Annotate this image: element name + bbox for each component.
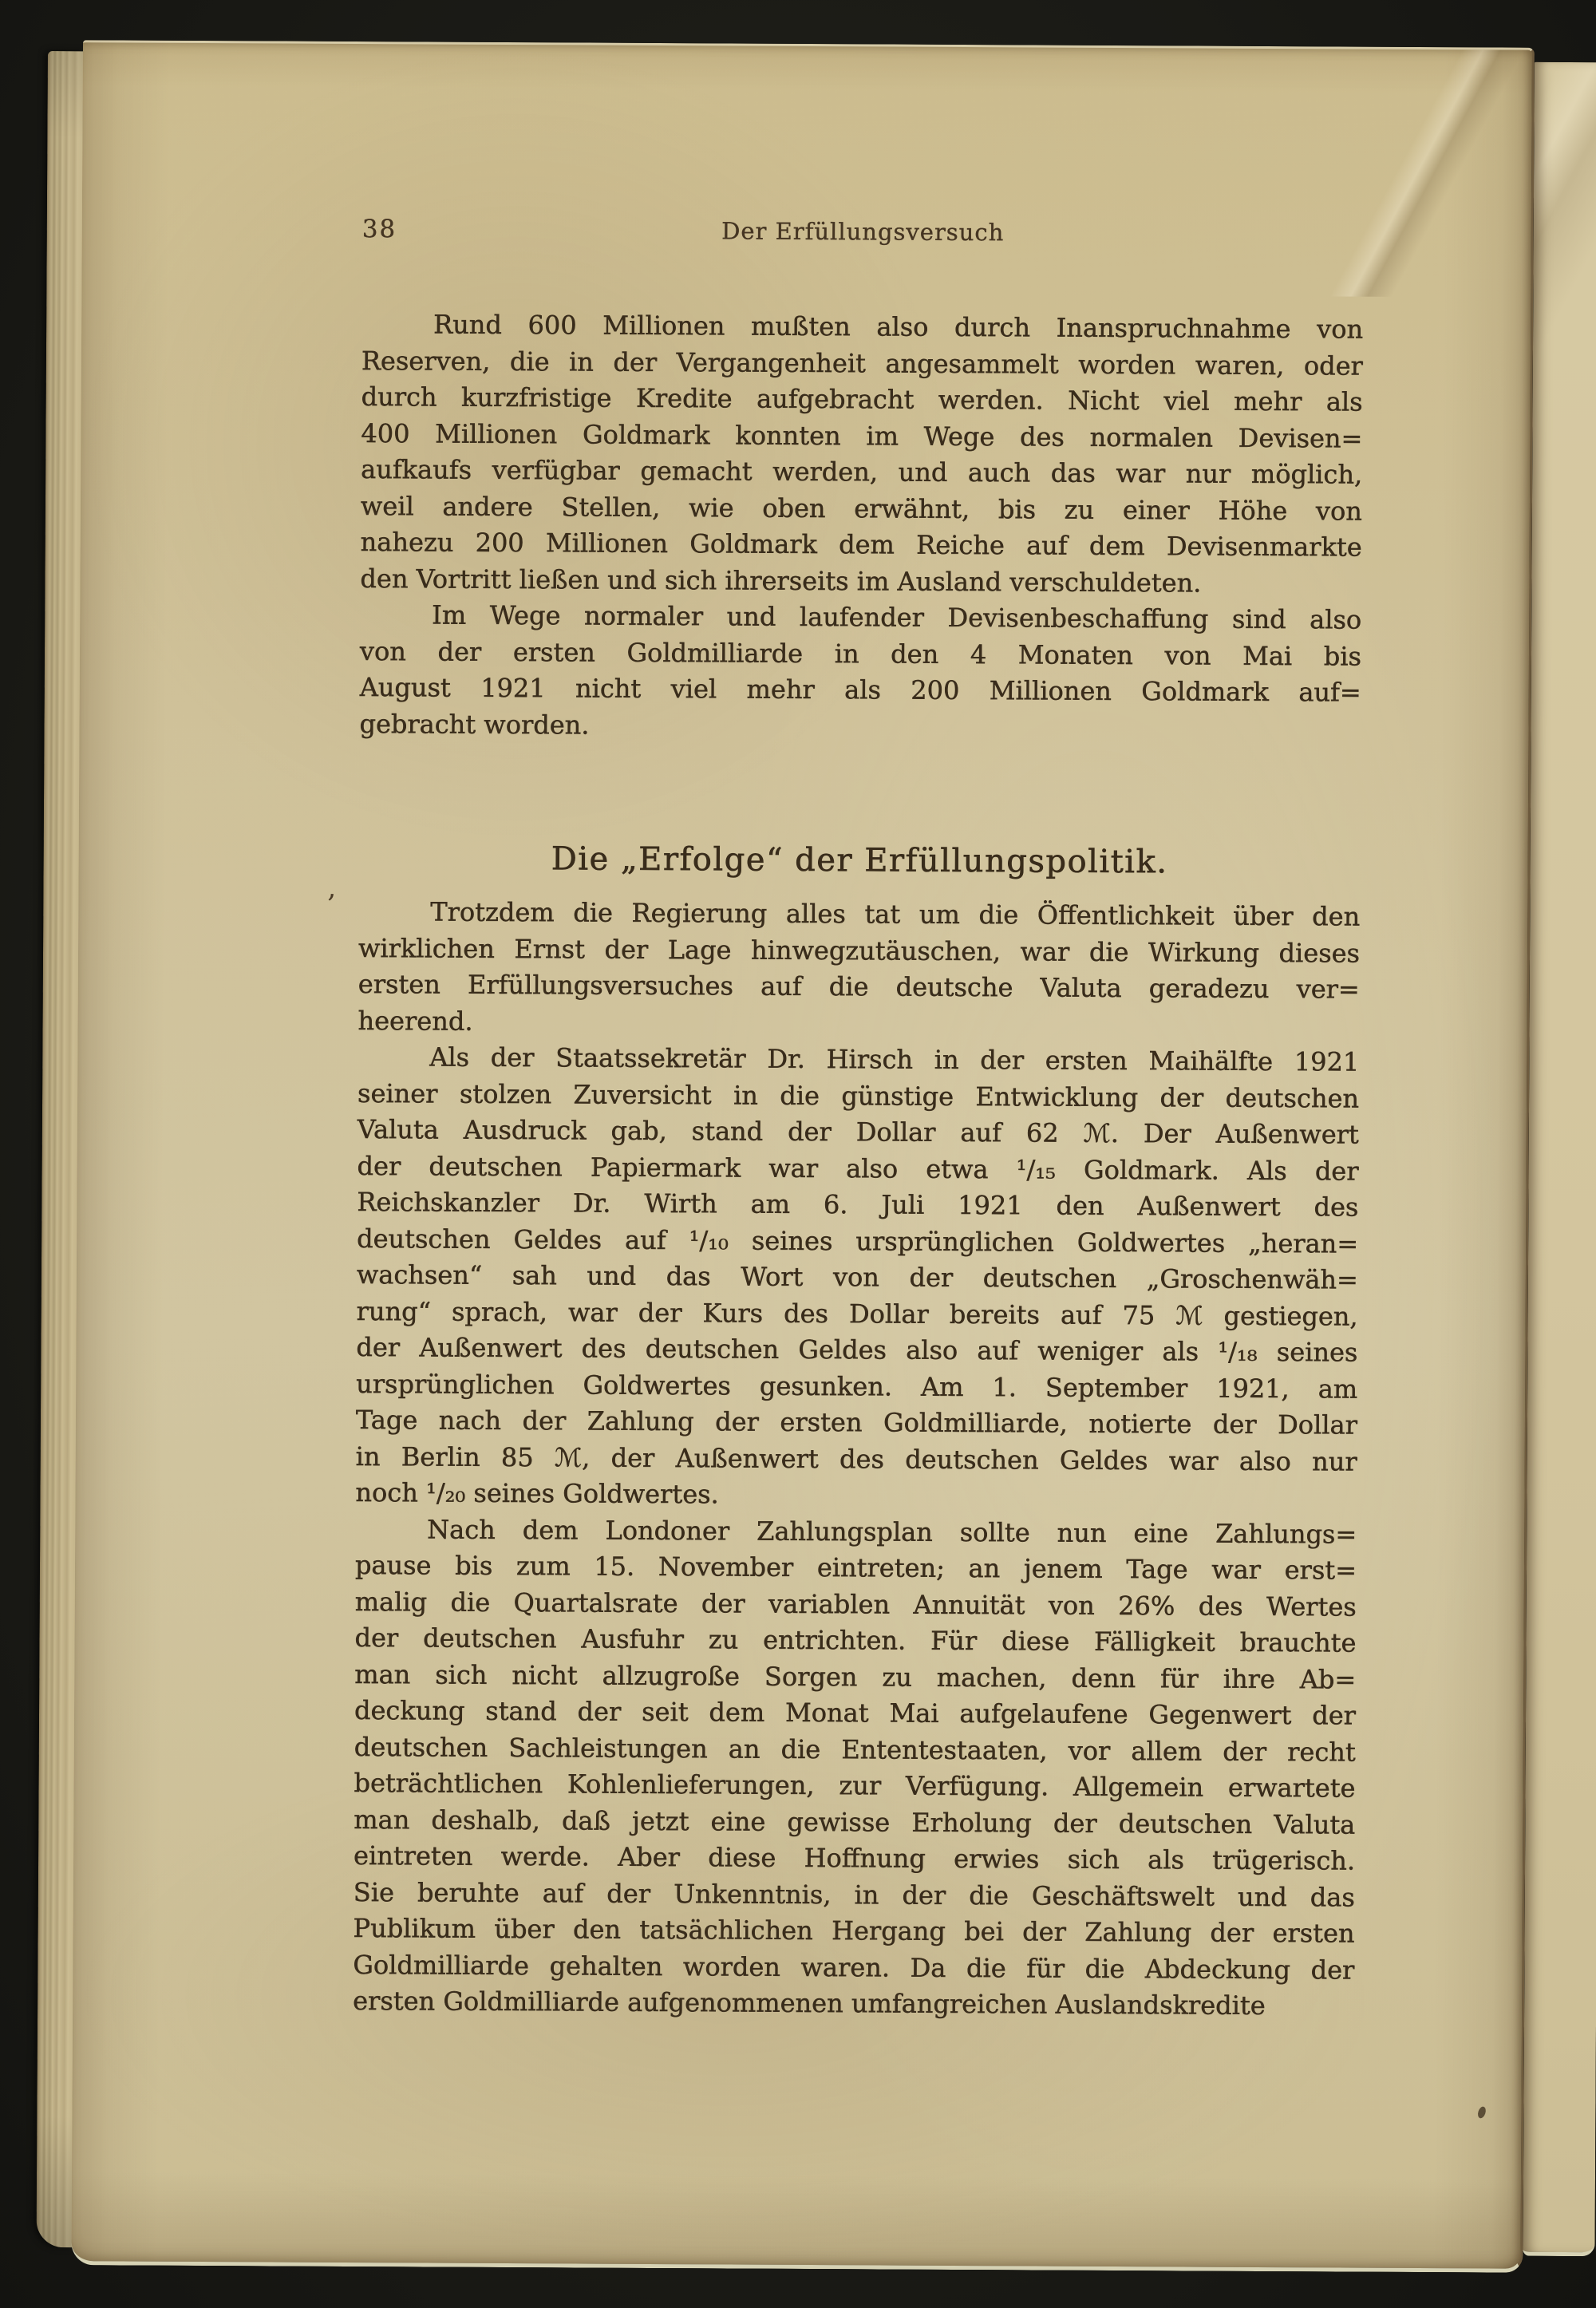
text-line: seiner stolzen Zuversicht in die günstige Entwicklung der deutschen — [357, 1077, 1360, 1114]
text-line: weil andere Stellen, wie oben erwähnt, bis zu einer Höhe von — [360, 490, 1363, 527]
text-line: beträchtlichen Kohlenlieferungen, zur Verfügung. Allgemein erwartete — [354, 1768, 1356, 1804]
book-page — [71, 40, 1535, 2272]
text-line: ersten Erfüllungsversuches auf die deutsche Valuta geradezu ver= — [358, 969, 1360, 1005]
ink-speck — [1476, 2105, 1487, 2119]
running-header: Der Erfüllungsversuch — [721, 217, 1005, 247]
text-line: 400 Millionen Goldmark konnten im Wege des normalen Devisen= — [361, 417, 1363, 454]
text-line: noch ¹/₂₀ seines Goldwertes. — [355, 1477, 719, 1510]
text-line: gebracht worden. — [359, 708, 590, 741]
text-line: Rund 600 Millionen mußten also durch Inanspruchnahme von — [433, 309, 1364, 345]
text-line: Tage nach der Zahlung der ersten Goldmilliarde, notierte der Dollar — [355, 1405, 1358, 1441]
paragraph — [359, 597, 1361, 748]
text-line: deckung stand der seit dem Monat Mai aufgelaufene Gegenwert der — [354, 1695, 1357, 1731]
text-line: Valuta Ausdruck gab, stand der Dollar auf 62 ℳ. Der Außenwert — [357, 1114, 1359, 1150]
text-line: nahezu 200 Millionen Goldmark dem Reiche auf dem Devisenmarkte — [360, 527, 1362, 563]
text-line: Nach dem Londoner Zahlungsplan sollte nun eine Zahlungs= — [427, 1514, 1357, 1550]
paragraph — [355, 1039, 1359, 1516]
text-line: deutschen Geldes auf ¹/₁₀ seines ursprünglichen Goldwertes „heran= — [357, 1223, 1359, 1259]
text-line: Publikum über den tatsächlichen Hergang bei der Zahlung der ersten — [353, 1913, 1355, 1949]
text-line: man deshalb, daß jetzt eine gewisse Erholung der deutschen Valuta — [354, 1804, 1356, 1840]
text-line: den Vortritt ließen und sich ihrerseits im Ausland verschuldeten. — [360, 563, 1202, 599]
paragraph — [360, 306, 1363, 603]
text-line: Im Wege normaler und laufender Devisenbeschaffung sind also — [432, 599, 1362, 635]
text-line: man sich nicht allzugroße Sorgen zu machen, denn für ihre Ab= — [354, 1658, 1357, 1695]
text-line: Goldmilliarde gehalten worden waren. Da die für die Abdeckung der — [353, 1949, 1355, 1986]
text-line: in Berlin 85 ℳ, der Außenwert des deutschen Geldes war also nur — [355, 1441, 1357, 1477]
paragraph — [353, 1512, 1357, 2025]
page-crease-fold — [1315, 49, 1532, 297]
text-line: eintreten werde. Aber diese Hoffnung erwies sich als trügerisch. — [353, 1840, 1356, 1876]
paragraph — [358, 894, 1360, 1045]
text-line: von der ersten Goldmilliarde in den 4 Monaten von Mai bis — [359, 635, 1362, 672]
text-line: Reichskanzler Dr. Wirth am 6. Juli 1921 den Außenwert des — [357, 1187, 1359, 1223]
text-line: der deutschen Ausfuhr zu entrichten. Für diese Fälligkeit brauchte — [354, 1622, 1357, 1658]
page-header — [362, 215, 1364, 249]
text-line: heerend. — [358, 1005, 473, 1037]
text-line: malig die Quartalsrate der variablen Annuität von 26% des Wertes — [354, 1586, 1357, 1622]
text-line: August 1921 nicht viel mehr als 200 Millionen Goldmark auf= — [359, 672, 1361, 708]
text-line: ersten Goldmilliarde aufgenommenen umfangreichen Auslandskredite — [353, 1986, 1266, 2021]
section-heading: Die „Erfolge“ der Erfüllungspolitik. — [551, 840, 1168, 881]
text-line: wachsen“ sah und das Wort von der deutschen „Groschenwäh= — [356, 1259, 1358, 1295]
text-line: Reserven, die in der Vergangenheit angesammelt worden waren, oder — [361, 345, 1363, 381]
text-line: Trotzdem die Regierung alles tat um die Öffentlichkeit über den — [430, 896, 1361, 932]
text-line: Sie beruhte auf der Unkenntnis, in der die Geschäftswelt und das — [353, 1876, 1355, 1913]
text-line: wirklichen Ernst der Lage hinwegzutäuschen, war die Wirkung dieses — [358, 932, 1361, 969]
stray-ink-mark: , — [327, 871, 337, 904]
text-line: der deutschen Papiermark war also etwa ¹/₁₅ Goldmark. Als der — [357, 1150, 1359, 1187]
text-line: durch kurzfristige Kredite aufgebracht werden. Nicht viel mehr als — [361, 381, 1363, 417]
text-line: Als der Staatssekretär Dr. Hirsch in der ersten Maihälfte 1921 — [429, 1041, 1360, 1077]
text-line: der Außenwert des deutschen Geldes also auf weniger als ¹/₁₈ seines — [356, 1332, 1358, 1368]
page-text — [353, 306, 1363, 2025]
text-line: ursprünglichen Goldwertes gesunken. Am 1. September 1921, am — [356, 1368, 1358, 1405]
page-number: 38 — [361, 215, 397, 244]
text-line: rung“ sprach, war der Kurs des Dollar bereits auf 75 ℳ gestiegen, — [356, 1295, 1358, 1332]
text-line: aufkaufs verfügbar gemacht werden, und auch das war nur möglich, — [361, 454, 1363, 490]
text-line: pause bis zum 15. November eintreten; an jenem Tage war erst= — [354, 1550, 1357, 1586]
next-page-edge — [1523, 62, 1596, 2256]
text-line: deutschen Sachleistungen an die Ententestaaten, vor allem der recht — [354, 1731, 1356, 1768]
book — [36, 40, 1596, 2267]
